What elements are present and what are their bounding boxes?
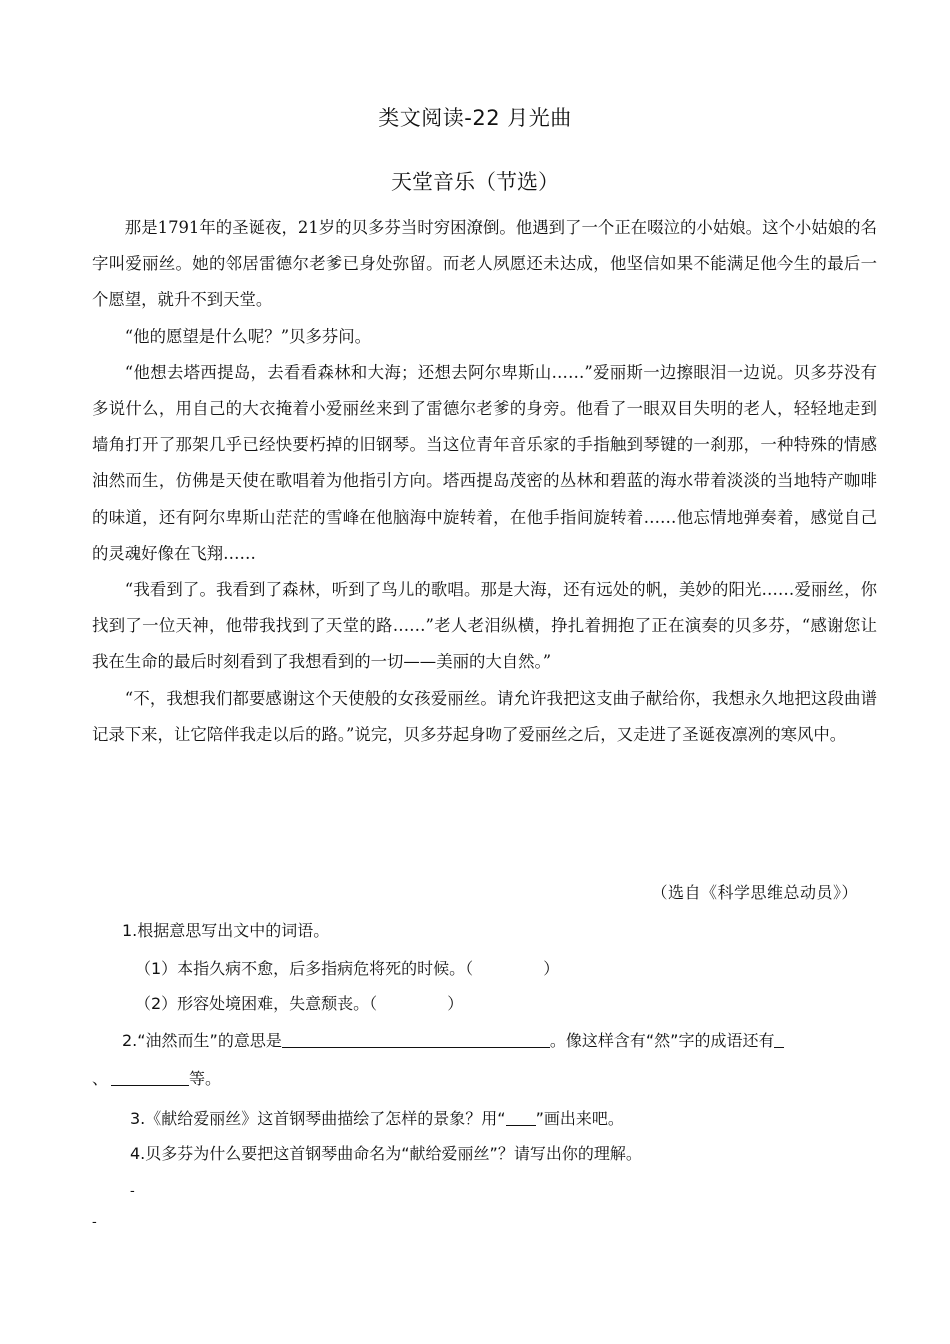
paragraph: “不，我想我们都要感谢这个天使般的女孩爱丽丝。请允许我把这支曲子献给你，我想永久地把这段曲谱记录下来，让它陪伴我走以后的路。”说完，贝多芬起身吻了爱丽丝之后，又走进了圣诞夜凛冽的寒风中。 [92,688,877,744]
underline-sample [506,1109,536,1126]
article-source: （选自《科学思维总动员》） [651,883,858,902]
question-1-2-text: （2）形容处境困难，失意颓丧。（ [135,994,378,1013]
question-3 [130,1106,624,1129]
question-1-1-text: （1）本指久病不愈，后多指病危将死的时候。（ [135,959,474,978]
answer-blank-2-idiom-1[interactable] [774,1031,784,1048]
answer-line-marker: - [92,1214,97,1230]
question-3-text: 3.《献给爱丽丝》这首钢琴曲描绘了怎样的景象？用“ [130,1109,506,1128]
question-2-separator: 、 [92,1069,109,1088]
question-1: 1.根据意思写出文中的词语。 [122,921,330,940]
answer-line-marker: - [130,1183,135,1199]
question-1-1 [135,956,559,979]
question-1-2 [135,991,463,1014]
answer-blank-2-idiom-2[interactable] [111,1069,189,1086]
paren-close: ） [543,959,560,978]
page-title: 类文阅读-22 月光曲 [378,106,572,130]
paragraph: “他想去塔西提岛，去看看森林和大海；还想去阿尔卑斯山……”爱丽斯一边擦眼泪一边说。贝多芬没有多说什么，用自己的大衣掩着小爱丽丝来到了雷德尔老爹的身旁。他看了一眼双目失明的老人，轻轻地走到墙角打开了那架几乎已经快要朽掉的旧钢琴。当这位青年音乐家的手指触到琴键的一刹那，一种特殊的情感油然而生，仿佛是天使在歌唱着为他指引方向。塔西提岛茂密的丛林和碧蓝的海水带着淡淡的当地特产咖啡的味道，还有阿尔卑斯山茫茫的雪峰在他脑海中旋转着，在他手指间旋转着……他忘情地弹奏着，感觉自己的灵魂好像在飞翔…… [92,362,877,563]
question-2-text: 2.“油然而生”的意思是 [122,1031,282,1050]
paren-close: ） [447,994,464,1013]
question-3-text-b: ”画出来吧。 [535,1109,624,1128]
answer-blank-2-meaning[interactable] [282,1031,550,1048]
paragraph: “我看到了。我看到了森林，听到了鸟儿的歌唱。那是大海，还有远处的帆，美妙的阳光……爱丽丝，你找到了一位天神，他带我找到了天堂的路……”老人老泪纵横，挣扎着拥抱了正在演奏的贝多芬，“感谢您让我在生命的最后时刻看到了我想看到的一切——美丽的大自然。” [92,580,877,672]
article-title: 天堂音乐（节选） [391,170,559,194]
question-2-text-d: 等。 [189,1069,222,1088]
question-2-text-b: 。像这样含有“然”字的成语还有 [549,1031,775,1050]
paragraph: “他的愿望是什么呢？”贝多芬问。 [124,326,372,346]
article-body [92,210,877,753]
paragraph: 那是1791年的圣诞夜，21岁的贝多芬当时穷困潦倒。他遇到了一个正在啜泣的小姑娘。这个小姑娘的名字叫爱丽丝。她的邻居雷德尔老爹已身处弥留。而老人夙愿还未达成，他坚信如果不能满足他今生的最后一个愿望，就升不到天堂。 [92,218,877,310]
question-2-continued [92,1066,221,1089]
question-4: 4.贝多芬为什么要把这首钢琴曲命名为“献给爱丽丝”？请写出你的理解。 [130,1144,642,1163]
question-2 [122,1028,784,1051]
